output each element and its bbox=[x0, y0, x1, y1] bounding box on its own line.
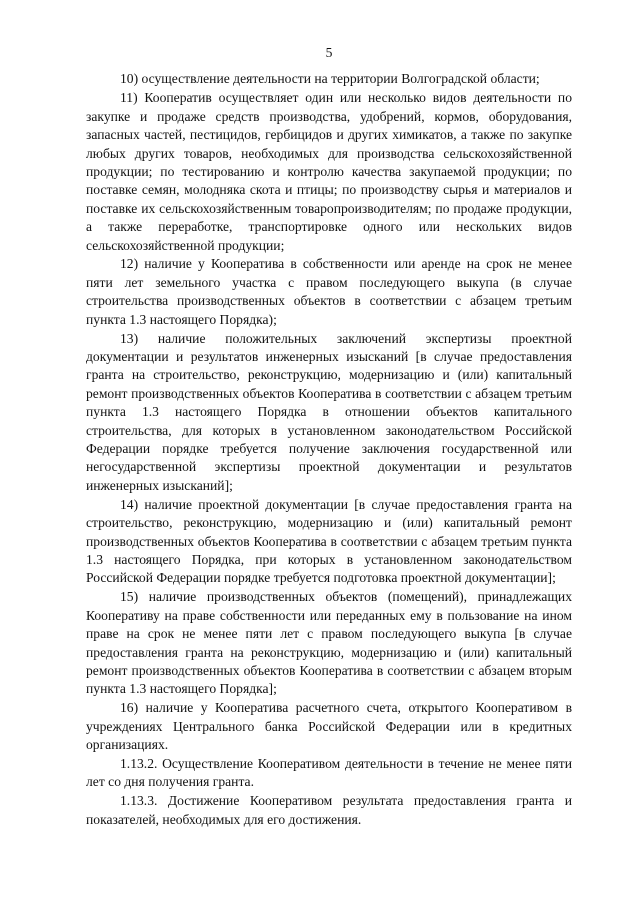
page-number: 5 bbox=[325, 45, 333, 60]
paragraph-item-13: 13) наличие положительных заключений экспертизы проектной документации и результатов инженерных изысканий [в случае предоставления гранта на строительство, реконструкцию, модернизацию и (или) капитальный ремонт производственных объектов Кооператива в соответствии с абзацем третьим пункта 1.3 настоящего Порядка в отношении объектов капитального строительства, для которых в установленном законодательством Российской Федерации порядке требуется получение заключения государственной или негосударственной экспертизы проектной документации и результатов инженерных изысканий]; bbox=[86, 330, 572, 493]
paragraph-item-15: 15) наличие производственных объектов (помещений), принадлежащих Кооперативу на праве собственности или переданных ему в пользование на ином праве на срок не менее пяти лет с правом последующего выкупа [в случае предоставления гранта на реконструкцию, модернизацию и (или) капитальный ремонт производственных объектов Кооператива в соответствии с абзацем вторым пункта 1.3 настоящего Порядка]; bbox=[86, 589, 572, 697]
paragraph-item-16: 16) наличие у Кооператива расчетного счета, открытого Кооперативом в учреждениях Центрального банка Российской Федерации или в кредитных организациях. bbox=[86, 700, 572, 753]
document-page bbox=[86, 44, 572, 830]
paragraph-item-11: 11) Кооператив осуществляет один или несколько видов деятельности по закупке и продаже средств производства, удобрений, кормов, оборудования, запасных частей, пестицидов, гербицидов и других химикатов, а также по закупке любых других товаров, необходимых для производства сельскохозяйственной продукции; по тестированию и контролю качества закупаемой продукции; по поставке семян, молодняка скота и птицы; по производству сырья и материалов и поставке их сельскохозяйственным товаропроизводителям; по продаже продукции, а также переработке, транспортировке одного или нескольких видов сельскохозяйственной продукции; bbox=[86, 90, 572, 253]
paragraph-item-14: 14) наличие проектной документации [в случае предоставления гранта на строительство, реконструкцию, модернизацию и (или) капитальный ремонт производственных объектов Кооператива в соответствии с абзацем третьим пункта 1.3 настоящего Порядка, при которых в установленном законодательством Российской Федерации порядке требуется подготовка проектной документации]; bbox=[86, 496, 572, 586]
paragraph-item-10: 10) осуществление деятельности на территории Волгоградской области; bbox=[120, 71, 540, 87]
paragraph-item-12: 12) наличие у Кооператива в собственности или аренде на срок не менее пяти лет земельного участка с правом последующего выкупа (в случае строительства производственных объектов в соответствии с абзацем третьим пункта 1.3 настоящего Порядка); bbox=[86, 256, 572, 327]
paragraph-clause-1-13-3: 1.13.3. Достижение Кооперативом результата предоставления гранта и показателей, необходимых для его достижения. bbox=[86, 793, 572, 827]
paragraph-clause-1-13-2: 1.13.2. Осуществление Кооперативом деятельности в течение не менее пяти лет со дня получения гранта. bbox=[86, 755, 572, 790]
